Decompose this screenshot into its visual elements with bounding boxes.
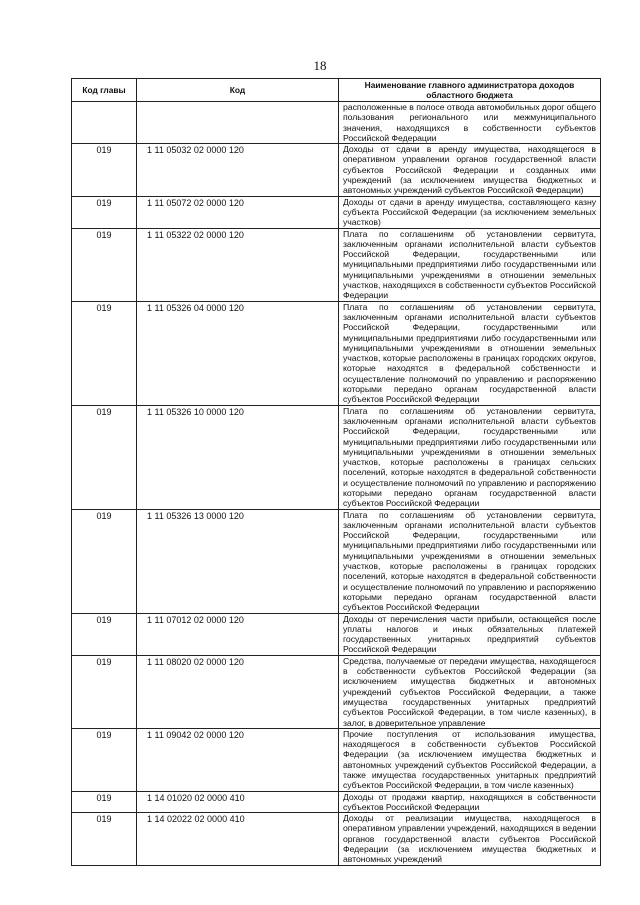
chapter-code-cell: 019 (72, 728, 137, 791)
revenue-code-cell: 1 11 05032 02 0000 120 (137, 144, 339, 196)
revenue-code-cell: 1 11 05326 04 0000 120 (137, 301, 339, 405)
chapter-code-cell: 019 (72, 196, 137, 228)
chapter-code-cell: 019 (72, 405, 137, 509)
table-row (72, 655, 601, 728)
chapter-code-cell: 019 (72, 144, 137, 196)
revenue-code-cell: 1 11 08020 02 0000 120 (137, 655, 339, 728)
revenue-code-cell: 1 11 07012 02 0000 120 (137, 613, 339, 655)
table-row (72, 509, 601, 613)
table-row (72, 405, 601, 509)
table-row (72, 301, 601, 405)
chapter-code-cell: 019 (72, 509, 137, 613)
revenue-name-cell: Плата по соглашениям об установлении сервитута, заключенным органами исполнительной власти субъектов Российской Федерации, государственными или муниципальными предприятиями либо государственными или муниципальными учреждениями в отношении земельных участков, которые расположены в границах городских округов, которые находятся в федеральной собственности и осуществление полномочий по управлению и распоряжению которыми передано органам государственной власти субъектов Российской Федерации (339, 301, 601, 405)
revenue-name-cell: Плата по соглашениям об установлении сервитута, заключенным органами исполнительной власти субъектов Российской Федерации, государственными или муниципальными предприятиями либо государственными или муниципальными учреждениями в отношении земельных участков, находящихся в собственности субъектов Российской Федерации (339, 228, 601, 301)
table-header-row (72, 79, 601, 102)
revenue-name-cell: Доходы от сдачи в аренду имущества, находящегося в оперативном управлении органов государственной власти субъектов Российской Федерации и созданных ими учреждений (за исключением имущества бюджетных и автономных учреждений субъектов Российской Федерации) (339, 144, 601, 196)
revenue-code-cell: 1 11 05326 13 0000 120 (137, 509, 339, 613)
revenue-code-cell (137, 102, 339, 144)
header-chapter-code: Код главы (72, 79, 137, 102)
chapter-code-cell: 019 (72, 228, 137, 301)
revenue-name-cell: Доходы от продажи квартир, находящихся в собственности субъектов Российской Федерации (339, 791, 601, 813)
revenue-code-cell: 1 11 05072 02 0000 120 (137, 196, 339, 228)
table-row (72, 813, 601, 865)
revenue-name-cell: расположенные в полосе отвода автомобильных дорог общего пользования регионального или межмуниципального значения, находящихся в собственности субъектов Российской Федерации (339, 102, 601, 144)
revenue-code-cell: 1 11 09042 02 0000 120 (137, 728, 339, 791)
table-row (72, 102, 601, 144)
chapter-code-cell: 019 (72, 613, 137, 655)
chapter-code-cell: 019 (72, 791, 137, 813)
chapter-code-cell: 019 (72, 813, 137, 865)
revenue-table (71, 78, 601, 866)
revenue-name-cell: Плата по соглашениям об установлении сервитута, заключенным органами исполнительной власти субъектов Российской Федерации, государственными или муниципальными предприятиями либо государственными или муниципальными учреждениями в отношении земельных участков, которые расположены в границах городских поселений, которые находятся в федеральной собственности и осуществление полномочий по управлению и распоряжению которыми передано органам государственной власти субъектов Российской Федерации (339, 509, 601, 613)
revenue-name-cell: Прочие поступления от использования имущества, находящегося в собственности субъектов Российской Федерации (за исключением имущества бюджетных и автономных учреждений субъектов Российской Федерации, а также имущества государственных унитарных предприятий субъектов Российской Федерации, в том числе казенных) (339, 728, 601, 791)
revenue-code-cell: 1 11 05322 02 0000 120 (137, 228, 339, 301)
table-row (72, 196, 601, 228)
header-admin-name: Наименование главного администратора доходов областного бюджета (339, 79, 601, 102)
chapter-code-cell (72, 102, 137, 144)
table-row (72, 791, 601, 813)
table-row (72, 144, 601, 196)
table-row (72, 228, 601, 301)
table-row (72, 613, 601, 655)
header-code: Код (137, 79, 339, 102)
revenue-code-cell: 1 14 01020 02 0000 410 (137, 791, 339, 813)
chapter-code-cell: 019 (72, 655, 137, 728)
table-row (72, 728, 601, 791)
page-number: 18 (313, 58, 327, 73)
revenue-name-cell: Плата по соглашениям об установлении сервитута, заключенным органами исполнительной власти субъектов Российской Федерации, государственными или муниципальными предприятиями либо государственными или муниципальными учреждениями в отношении земельных участков, которые расположены в границах сельских поселений, которые находятся в федеральной собственности и осуществление полномочий по управлению и распоряжению которыми передано органам государственной власти субъектов Российской Федерации (339, 405, 601, 509)
revenue-code-cell: 1 14 02022 02 0000 410 (137, 813, 339, 865)
revenue-name-cell: Доходы от сдачи в аренду имущества, составляющего казну субъекта Российской Федерации (за исключением земельных участков) (339, 196, 601, 228)
revenue-name-cell: Средства, получаемые от передачи имущества, находящегося в собственности субъектов Российской Федерации (за исключением имущества бюджетных и автономных учреждений субъектов Российской Федерации, а также имущества государственных унитарных предприятий субъектов Российской Федерации, в том числе казенных), в залог, в доверительное управление (339, 655, 601, 728)
chapter-code-cell: 019 (72, 301, 137, 405)
revenue-name-cell: Доходы от реализации имущества, находящегося в оперативном управлении учреждений, находящихся в ведении органов государственной власти субъектов Российской Федерации (за исключением имущества бюджетных и автономных учреждений (339, 813, 601, 865)
revenue-name-cell: Доходы от перечисления части прибыли, остающейся после уплаты налогов и иных обязательных платежей государственных унитарных предприятий субъектов Российской Федерации (339, 613, 601, 655)
revenue-code-cell: 1 11 05326 10 0000 120 (137, 405, 339, 509)
